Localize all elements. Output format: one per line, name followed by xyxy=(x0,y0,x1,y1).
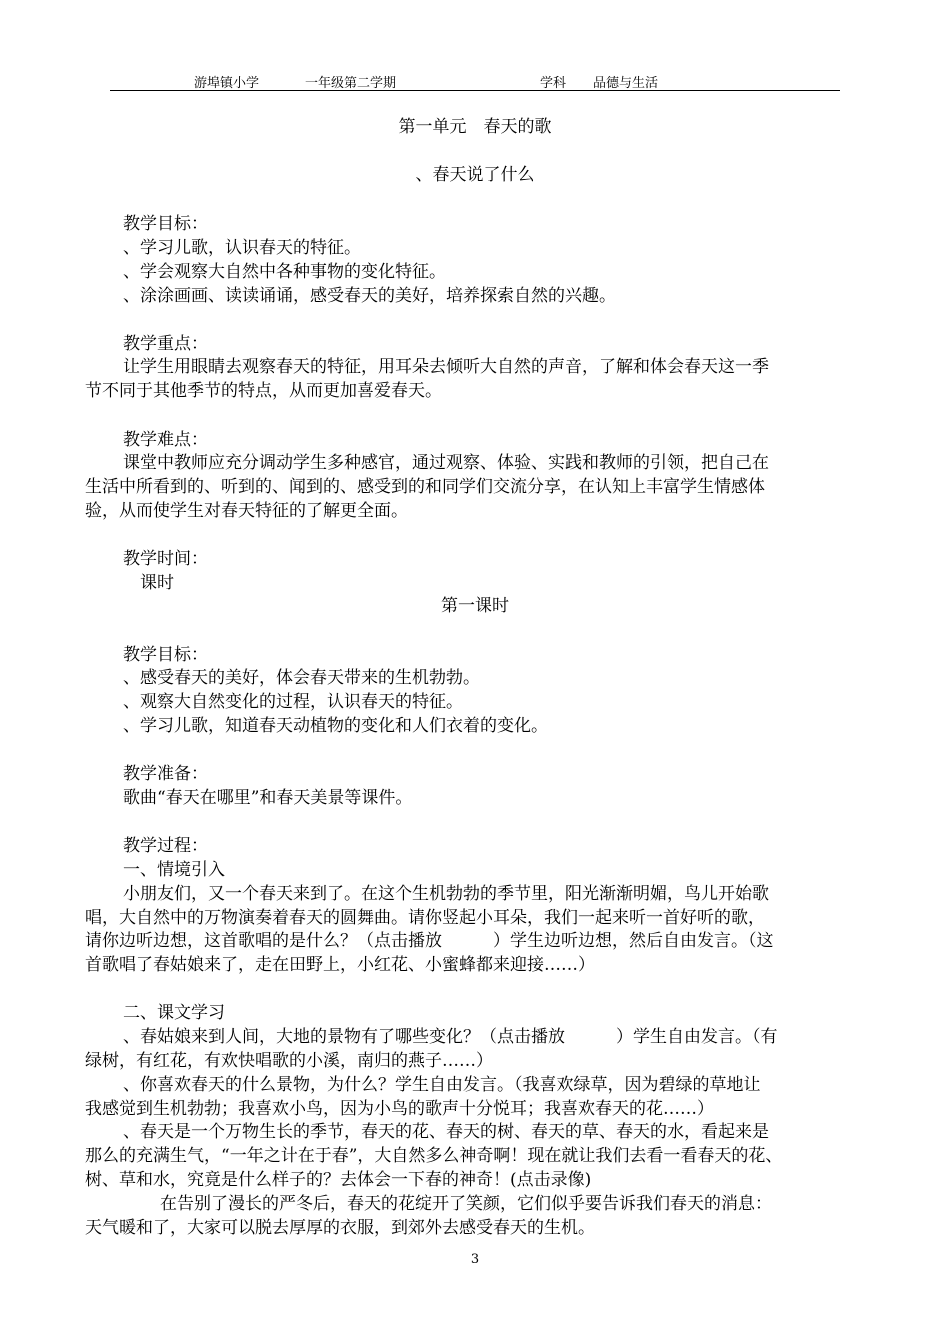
goal-item: 、学会观察大自然中各种事物的变化特征。 xyxy=(123,262,446,282)
goal-item: 、涂涂画画、读读诵诵，感受春天的美好，培养探索自然的兴趣。 xyxy=(123,286,616,306)
header-subject: 品德与生活 xyxy=(593,76,659,91)
page-number: 3 xyxy=(470,1252,480,1267)
part1-text: 请你边听边想，这首歌唱的是什么？（点击播放 ）学生边听边想，然后自由发言。（这 xyxy=(85,931,774,951)
difficulties-text: 验，从而使学生对春天特征的了解更全面。 xyxy=(85,501,408,521)
part2-text: 、你喜欢春天的什么景物，为什么？学生自由发言。（我喜欢绿草，因为碧绿的草地让 xyxy=(123,1075,761,1095)
period-title: 第一课时 xyxy=(441,596,509,616)
goal-item: 、学习儿歌，知道春天动植物的变化和人们衣着的变化。 xyxy=(123,716,548,736)
part2-text: 、春姑娘来到人间，大地的景物有了哪些变化？（点击播放 ）学生自由发言。（有 xyxy=(123,1027,778,1047)
goal-item: 、感受春天的美好，体会春天带来的生机勃勃。 xyxy=(123,668,480,688)
part1-text: 小朋友们，又一个春天来到了。在这个生机勃勃的季节里，阳光渐渐明媚，鸟儿开始歌 xyxy=(123,884,769,904)
goal-item: 、观察大自然变化的过程，认识春天的特征。 xyxy=(123,692,463,712)
part1-heading: 一、情境引入 xyxy=(123,860,225,880)
prep-heading: 教学准备： xyxy=(123,764,208,784)
unit-title: 第一单元 春天的歌 xyxy=(398,117,552,137)
process-heading: 教学过程： xyxy=(123,836,208,856)
part2-text: 天气暖和了，大家可以脱去厚厚的衣服，到郊外去感受春天的生机。 xyxy=(85,1218,595,1238)
goal-item: 、学习儿歌，认识春天的特征。 xyxy=(123,238,361,258)
part1-text: 首歌唱了春姑娘来了，走在田野上，小红花、小蜜蜂都来迎接……） xyxy=(85,955,595,975)
key-points-text: 节不同于其他季节的特点，从而更加喜爱春天。 xyxy=(85,381,442,401)
part2-text: 那么的充满生气，“一年之计在于春”，大自然多么神奇啊！现在就让我们去看一看春天的花、 xyxy=(85,1146,783,1166)
page-header xyxy=(110,70,840,91)
prep-text: 歌曲“春天在哪里”和春天美景等课件。 xyxy=(123,788,413,808)
part2-text: 树、草和水，究竟是什么样子的？去体会一下春的神奇！(点击录像) xyxy=(85,1170,592,1190)
key-points-heading: 教学重点： xyxy=(123,334,208,354)
goals2-heading: 教学目标： xyxy=(123,645,208,665)
time-value: 课时 xyxy=(140,573,174,593)
key-points-text: 让学生用眼睛去观察春天的特征，用耳朵去倾听大自然的声音，了解和体会春天这一季 xyxy=(123,357,769,377)
goals-heading: 教学目标： xyxy=(123,214,208,234)
header-school: 游埠镇小学 xyxy=(194,76,260,91)
lesson-title: 、春天说了什么 xyxy=(415,165,535,185)
difficulties-text: 生活中所看到的、听到的、闻到的、感受到的和同学们交流分享，在认知上丰富学生情感体 xyxy=(85,477,765,497)
time-heading: 教学时间： xyxy=(123,549,208,569)
difficulties-heading: 教学难点： xyxy=(123,430,208,450)
part2-text: 在告别了漫长的严冬后，春天的花绽开了笑颜，它们似乎要告诉我们春天的消息： xyxy=(160,1194,772,1214)
part2-text: 、春天是一个万物生长的季节，春天的花、春天的树、春天的草、春天的水，看起来是 xyxy=(123,1122,769,1142)
part2-text: 绿树，有红花，有欢快唱歌的小溪，南归的燕子……） xyxy=(85,1051,493,1071)
difficulties-text: 课堂中教师应充分调动学生多种感官，通过观察、体验、实践和教师的引领，把自己在 xyxy=(123,453,769,473)
header-subject-label: 学科 xyxy=(540,76,567,91)
header-grade: 一年级第二学期 xyxy=(305,76,397,91)
part2-heading: 二、课文学习 xyxy=(123,1003,225,1023)
part2-text: 我感觉到生机勃勃；我喜欢小鸟，因为小鸟的歌声十分悦耳；我喜欢春天的花……） xyxy=(85,1099,714,1119)
part1-text: 唱，大自然中的万物演奏着春天的圆舞曲。请你竖起小耳朵，我们一起来听一首好听的歌， xyxy=(85,908,765,928)
